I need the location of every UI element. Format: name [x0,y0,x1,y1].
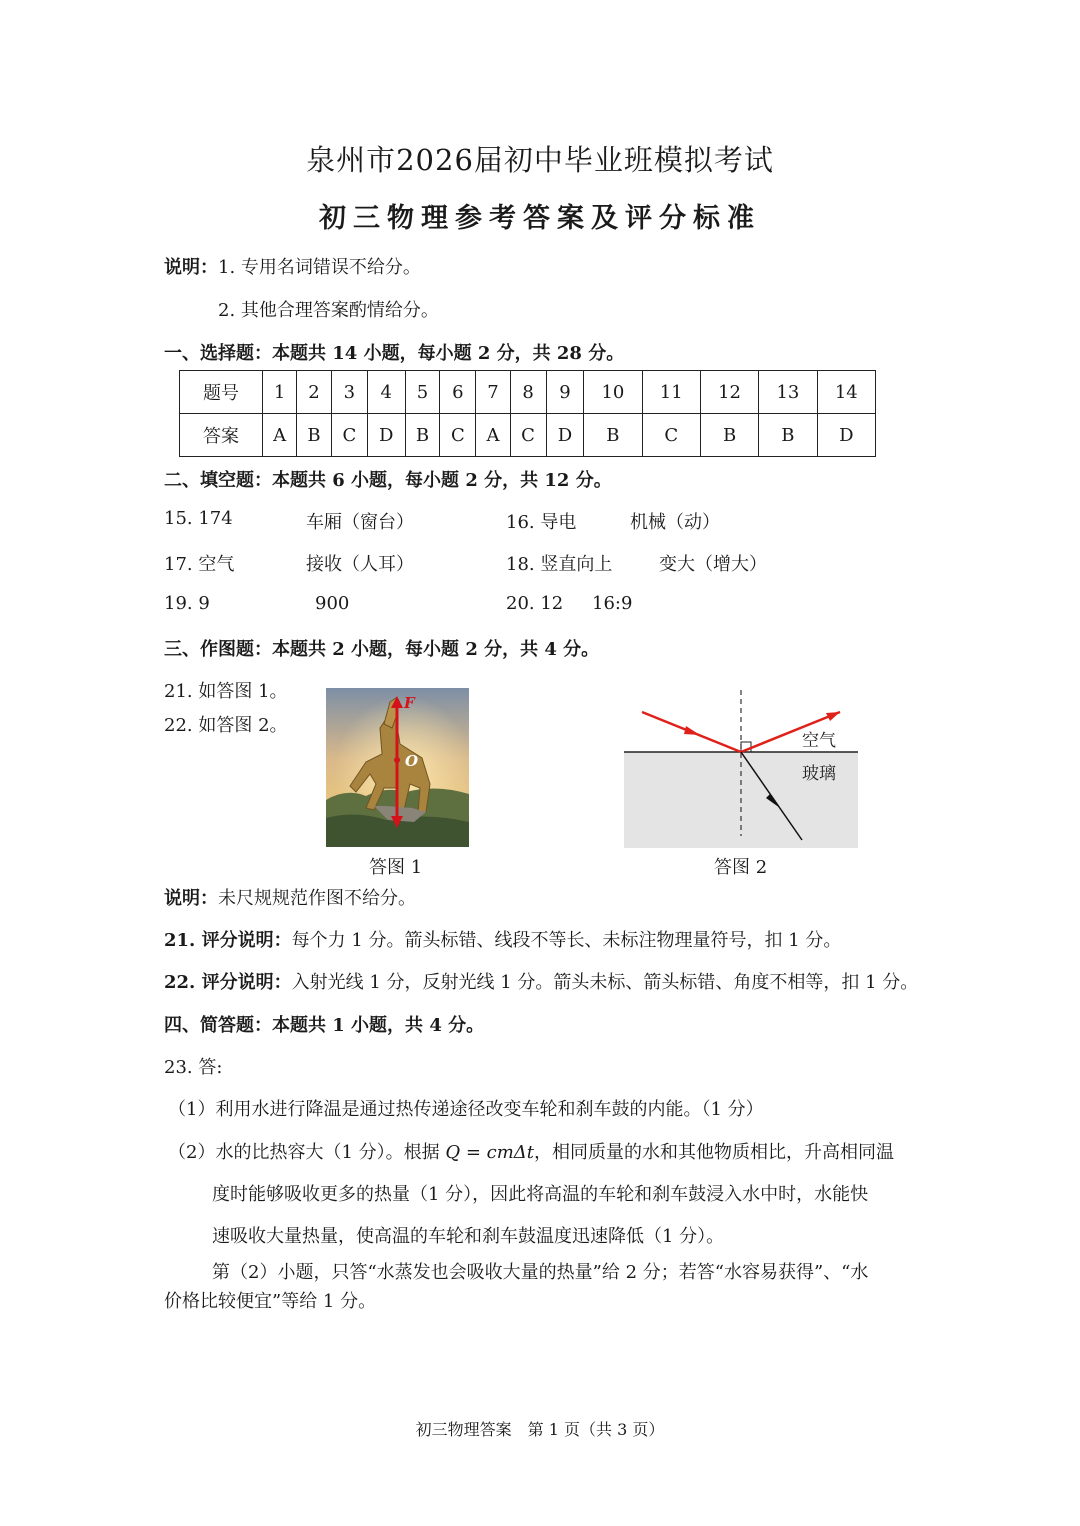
answer-table-number-row [180,371,876,414]
drawing-note-text: 未尺规规范作图不给分。 [218,888,416,909]
table-cell-number: 3 [331,371,367,414]
table-cell-answer: B [584,414,642,457]
answer-18-a: 18. 竖直向上 [506,554,613,575]
table-cell-number: 1 [263,371,297,414]
section4-heading: 四、简答题：本题共 1 小题，共 4 分。 [164,1015,485,1036]
table-cell-answer: D [546,414,584,457]
scoring-note-23-line1: 第（2）小题，只答“水蒸发也会吸收大量的热量”给 2 分；若答“水容易获得”、“水 [212,1262,869,1283]
table-cell-number: 5 [405,371,440,414]
heat-formula: Q = cmΔt [445,1142,535,1163]
answer-19-b: 900 [315,593,350,614]
notes-label: 说明： [164,257,218,278]
scoring-note-21 [164,926,841,952]
table-cell-answer: A [263,414,297,457]
table-header-answer: 答案 [180,414,263,457]
section2-heading: 二、填空题：本题共 6 小题，每小题 2 分，共 12 分。 [164,470,612,491]
answer-20-b: 16:9 [592,593,633,614]
answer-23-part1: （1）利用水进行降温是通过热传递途径改变车轮和刹车鼓的内能。（1 分） [168,1099,764,1120]
figure-2-caption: 答图 2 [714,857,768,878]
table-cell-answer: B [759,414,817,457]
table-cell-answer: C [331,414,367,457]
table-cell-number: 8 [510,371,546,414]
answer-18-b: 变大（增大） [659,554,767,575]
table-cell-number: 11 [642,371,700,414]
table-cell-answer: D [367,414,405,457]
table-cell-answer: C [510,414,546,457]
figure-1-statue-photo [326,688,469,847]
table-cell-number: 13 [759,371,817,414]
figure-2-refraction-diagram [612,688,870,850]
air-label: 空气 [802,731,836,751]
answer-15-b: 车厢（窗台） [306,512,414,533]
table-cell-number: 2 [297,371,332,414]
notes-line-1 [164,253,421,279]
scoring-note-23-line2: 价格比较便宜”等给 1 分。 [164,1291,377,1312]
page-title: 泉州市2026届初中毕业班模拟考试 [306,143,774,177]
notes-item-1: 1. 专用名词错误不给分。 [218,257,421,278]
glass-label: 玻璃 [802,764,836,784]
table-cell-answer: D [817,414,875,457]
answer-23-part2-pre: （2）水的比热容大（1 分）。根据 [168,1142,446,1163]
section1-heading: 一、选择题：本题共 14 小题，每小题 2 分，共 28 分。 [164,343,625,364]
table-header-number: 题号 [180,371,263,414]
answer-19-a: 19. 9 [164,593,210,614]
drawing-note [164,884,416,910]
answer-22: 22. 如答图 2。 [164,715,288,736]
table-cell-number: 7 [476,371,510,414]
pivot-label: O [405,752,419,770]
answer-17-b: 接收（人耳） [306,554,414,575]
answer-23-part2-post: ，相同质量的水和其他物质相比，升高相同温 [534,1142,895,1163]
table-cell-number: 4 [367,371,405,414]
table-cell-number: 14 [817,371,875,414]
table-cell-answer: C [440,414,476,457]
scoring-note-22 [164,968,918,994]
answer-table-answer-row [180,414,876,457]
table-cell-answer: B [405,414,440,457]
answer-21: 21. 如答图 1。 [164,681,288,702]
answer-table [179,370,876,457]
scoring-note-21-label: 21. 评分说明： [164,930,292,951]
answer-16-b: 机械（动） [630,512,720,533]
statue-illustration [326,688,469,847]
section3-heading: 三、作图题：本题共 2 小题，每小题 2 分，共 4 分。 [164,639,600,660]
scoring-note-21-text: 每个力 1 分。箭头标错、线段不等长、未标注物理量符号，扣 1 分。 [291,930,842,951]
table-cell-number: 12 [700,371,758,414]
scoring-note-22-text: 入射光线 1 分，反射光线 1 分。箭头未标、箭头标错、角度不相等，扣 1 分。 [291,972,919,993]
table-cell-answer: B [700,414,758,457]
answer-16-a: 16. 导电 [506,512,577,533]
table-cell-answer: C [642,414,700,457]
answer-23-part2-line3: 速吸收大量热量，使高温的车轮和刹车鼓温度迅速降低（1 分）。 [212,1226,725,1247]
answer-15-a: 15. 174 [164,508,233,529]
force-label: F [404,694,415,712]
table-cell-number: 6 [440,371,476,414]
drawing-note-label: 说明： [164,888,218,909]
answer-23-label: 23. 答: [164,1057,223,1078]
answer-23-part2-line1 [168,1138,894,1164]
table-cell-number: 9 [546,371,584,414]
figure-1-caption: 答图 1 [369,857,423,878]
page-footer: 初三物理答案 第 1 页（共 3 页） [415,1420,665,1439]
answer-20-a: 20. 12 [506,593,564,614]
page-subtitle: 初三物理参考答案及评分标准 [319,203,761,234]
scoring-note-22-label: 22. 评分说明： [164,972,292,993]
table-cell-answer: B [297,414,332,457]
table-cell-answer: A [476,414,510,457]
answer-17-a: 17. 空气 [164,554,235,575]
notes-item-2: 2. 其他合理答案酌情给分。 [218,300,439,321]
answer-23-part2-line2: 度时能够吸收更多的热量（1 分），因此将高温的车轮和刹车鼓浸入水中时，水能快 [212,1184,869,1205]
table-cell-number: 10 [584,371,642,414]
